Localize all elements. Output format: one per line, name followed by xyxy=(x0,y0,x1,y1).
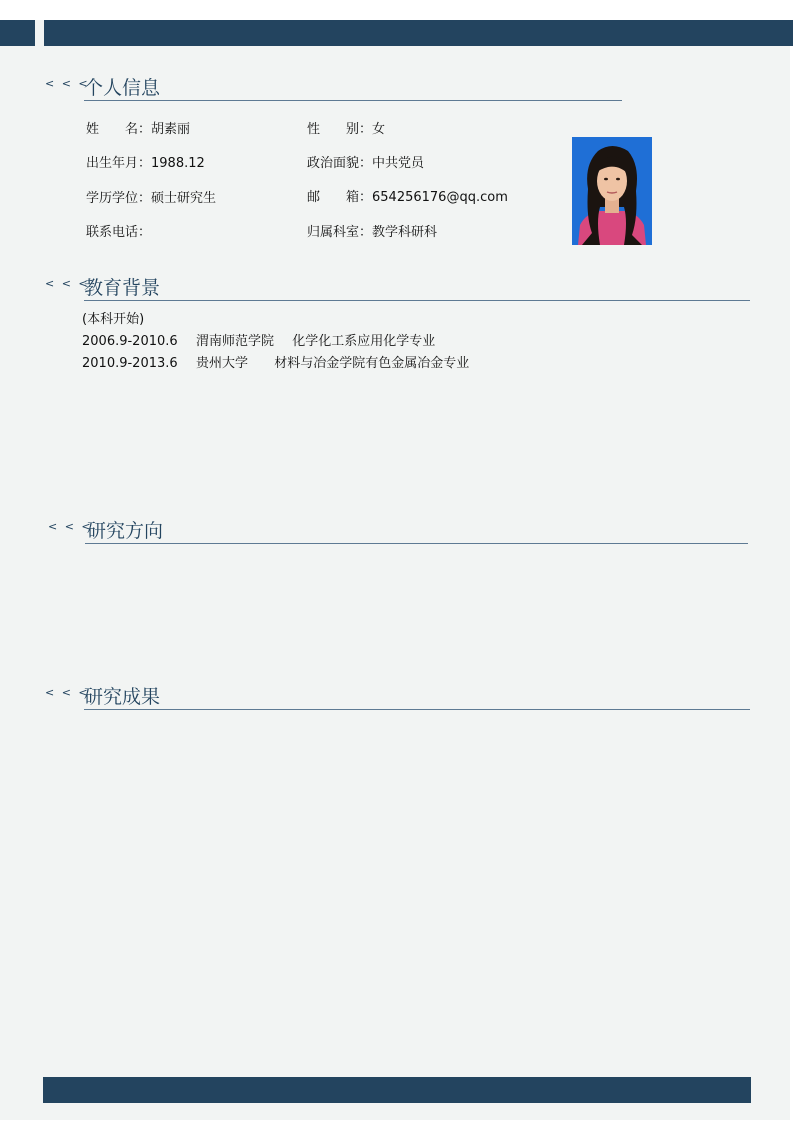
department-value: 教学科研科 xyxy=(372,225,438,240)
department-field xyxy=(307,221,437,240)
department-label: 归属科室： xyxy=(307,225,373,240)
education-major: 化学化工系应用化学专业 xyxy=(292,334,436,349)
gender-value: 女 xyxy=(372,122,386,137)
section-personal-info xyxy=(45,75,625,101)
degree-label: 学历学位： xyxy=(86,191,152,206)
political-label: 政治面貌： xyxy=(307,156,373,171)
political-value: 中共党员 xyxy=(372,156,425,171)
chevron-icon: < < < xyxy=(45,77,90,90)
education-school: 贵州大学 xyxy=(195,356,248,371)
education-major: 材料与冶金学院有色金属冶金专业 xyxy=(274,356,470,371)
section-title: 研究方向 xyxy=(87,520,164,542)
gender-field xyxy=(307,118,385,137)
political-field xyxy=(307,152,424,171)
header-bar xyxy=(44,20,793,46)
degree-field xyxy=(86,187,216,206)
portrait-icon xyxy=(572,137,652,245)
section-research-direction xyxy=(48,518,758,544)
section-title: 研究成果 xyxy=(84,686,161,708)
section-divider xyxy=(84,100,622,101)
gender-label: 性 别： xyxy=(307,122,373,137)
name-label: 姓 名： xyxy=(86,122,152,137)
phone-field xyxy=(86,221,151,240)
phone-label: 联系电话： xyxy=(86,225,152,240)
footer-bar xyxy=(43,1077,751,1103)
section-divider xyxy=(85,543,748,544)
birth-label: 出生年月： xyxy=(86,156,152,171)
birth-value: 1988.12 xyxy=(151,156,205,171)
section-divider xyxy=(84,300,750,301)
education-entry xyxy=(82,352,469,371)
education-note: (本科开始) xyxy=(82,312,145,327)
page-edge xyxy=(790,0,797,1123)
name-field xyxy=(86,118,190,137)
education-period: 2010.9-2013.6 xyxy=(82,356,178,371)
name-value: 胡素丽 xyxy=(151,122,191,137)
email-value: 654256176@qq.com xyxy=(372,190,508,205)
header-bar-left xyxy=(0,20,35,46)
birth-field xyxy=(86,152,205,171)
section-education xyxy=(45,275,755,301)
chevron-icon: < < < xyxy=(45,686,90,699)
education-entry xyxy=(82,330,435,349)
email-field xyxy=(307,186,508,205)
degree-value: 硕士研究生 xyxy=(151,191,217,206)
section-title: 个人信息 xyxy=(84,77,161,99)
chevron-icon: < < < xyxy=(48,520,93,533)
education-period: 2006.9-2010.6 xyxy=(82,334,178,349)
chevron-icon: < < < xyxy=(45,277,90,290)
resume-page xyxy=(0,20,790,1120)
section-divider xyxy=(84,709,750,710)
profile-photo xyxy=(572,137,652,245)
section-research-results xyxy=(45,684,755,710)
section-title: 教育背景 xyxy=(84,277,161,299)
education-school: 渭南师范学院 xyxy=(195,334,274,349)
email-label: 邮 箱： xyxy=(307,190,373,205)
